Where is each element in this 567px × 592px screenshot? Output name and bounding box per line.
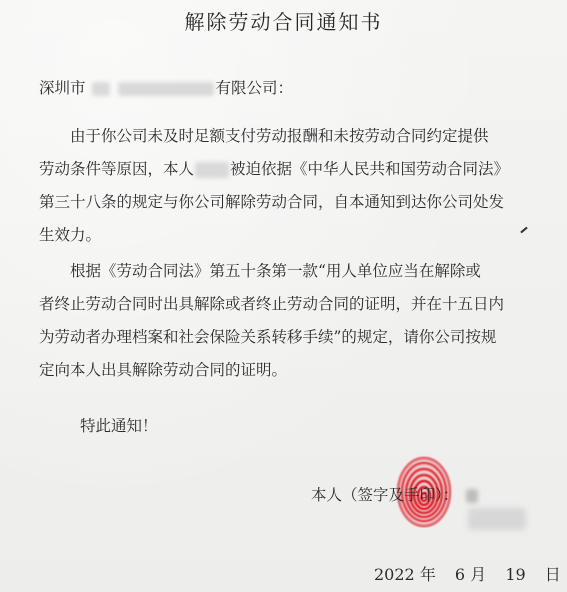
closing-notice: 特此通知！ <box>80 417 158 435</box>
signature-line <box>311 483 478 505</box>
date-year-unit: 年 <box>419 565 436 584</box>
paragraph1-line-1: 由于你公司未及时足额支付劳动报酬和未按劳动合同约定提供 <box>70 127 489 145</box>
addressee-prefix: 深圳市 <box>39 79 86 97</box>
paragraph1-line-2b: 被迫依据《中华人民共和国劳动合同法》 <box>230 160 510 178</box>
date-year: 2022 <box>374 565 415 584</box>
paragraph-legal-basis <box>39 255 554 387</box>
paragraph-termination-reason <box>39 120 554 252</box>
redacted-company-name-part <box>92 82 110 96</box>
signature-label: 本人（签字及手印）： <box>311 486 459 504</box>
redacted-signature <box>466 489 478 503</box>
document-date <box>374 562 561 585</box>
addressee-suffix: 有限公司： <box>215 79 294 97</box>
date-month: 6 <box>454 565 466 584</box>
document-title: 解除劳动合同通知书 <box>184 10 383 34</box>
paragraph1-line-3: 第三十八条的规定与你公司解除劳动合同，自本通知到达你公司处发 <box>39 193 505 211</box>
redacted-employee-name <box>195 162 229 178</box>
paragraph1-line-4: 生效力。 <box>39 226 102 244</box>
paragraph2-line-4: 定向本人出具解除劳动合同的证明。 <box>39 361 288 379</box>
addressee-line <box>39 76 293 98</box>
paragraph2-line-3: 为劳动者办理档案和社会保险关系转移手续”的规定，请你公司按规 <box>39 328 497 346</box>
date-day: 19 <box>505 565 526 584</box>
paragraph2-line-2: 者终止劳动合同时出具解除或者终止劳动合同的证明，并在十五日内 <box>39 295 505 313</box>
redacted-signature-extra <box>468 508 526 530</box>
date-day-unit: 日 <box>544 565 561 584</box>
paragraph1-line-2a: 劳动条件等原因，本人 <box>39 160 195 178</box>
paragraph1-line-2 <box>39 153 554 186</box>
redacted-company-name <box>118 82 214 96</box>
paragraph2-line-1: 根据《劳动合同法》第五十条第一款“用人单位应当在解除或 <box>70 262 481 280</box>
date-month-unit: 月 <box>470 565 487 584</box>
